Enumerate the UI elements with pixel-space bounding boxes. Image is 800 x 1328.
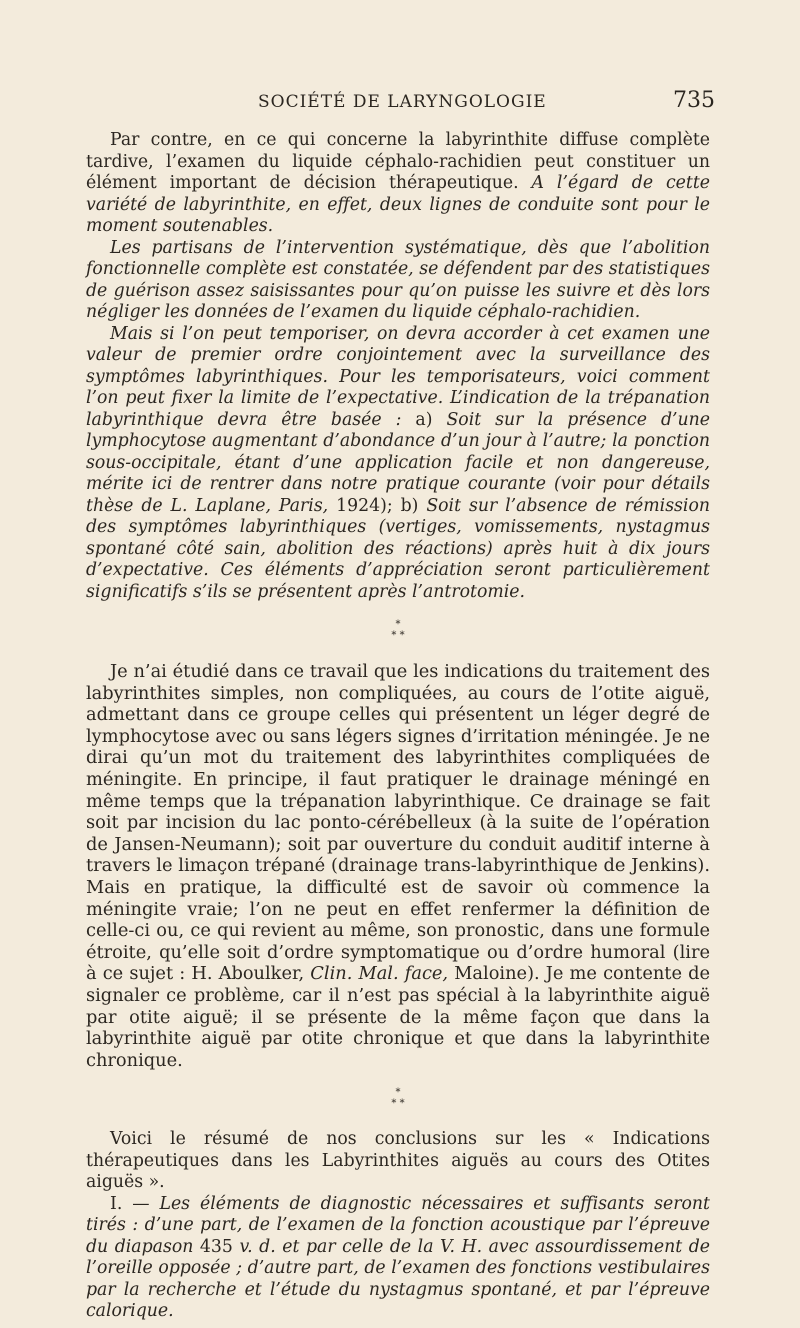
- paragraph: [86, 661, 710, 1071]
- italic-run: v. d. et par celle de la V. H. avec assourdissement de l’oreille opposée ; d’autre part, de l’examen des fonctions vestibulaires par la recherche et l’étude du nystagmus spontané, et par l’épreuve calorique.: [86, 1236, 710, 1322]
- italic-run: Soit sur l’absence de rémission des symptômes labyrinthiques (vertiges, vomissements, nystagmus spontané côté sain, abolition des réactions) après huit à dix jours d’expectative. Ces éléments d’appréciation seront particulièrement significatifs s’ils se présentent après l’antrotomie.: [86, 495, 710, 602]
- italic-run: Clin. Mal. face,: [310, 963, 449, 985]
- section-labyrinthites-simples: [86, 661, 710, 1071]
- paragraph: Voici le résumé de nos conclusions sur les « Indications thérapeutiques dans les Labyrinthites aiguës au cours des Otites aiguës ».: [86, 1129, 710, 1193]
- text-run: 435: [199, 1236, 233, 1257]
- text-run: Maloine). Je me contente de signaler ce problème, car il n’est pas spécial à la labyrinthite aiguë par otite aiguë; il se présente de la même façon que dans la labyrinthite aiguë par otite chronique et que dans la labyrinthite chronique.: [86, 963, 710, 1071]
- page-body: [86, 130, 710, 1323]
- asterism-divider: [86, 1087, 710, 1109]
- text-run: a): [415, 409, 447, 430]
- text-run: Je n’ai étudié dans ce travail que les indications du traitement des labyrinthites simples, non compliquées, au cours de l’otite aiguë, admettant dans ce groupe celles qui présentent un léger degré de lymphocytose avec ou sans légers signes d’irritation méningée. Je ne dirai qu’un mot du traitement des labyrinthites compliquées de méningite. En principe, il faut pratiquer le drainage méningé en même temps que la trépanation labyrinthique. Ce drainage se fait soit par incision du lac ponto-cérébelleux (à la suite de l’opération de Jansen-Neumann); soit par ouverture du conduit auditif interne à travers le limaçon trépané (drainage trans-labyrinthique de Jenkins). Mais en pratique, la difficulté est de savoir où commence la méningite vraie; l’on ne peut en effet renfermer la définition de celle-ci ou, ce qui revient au même, son pronostic, dans une formule étroite, qu’elle soit d’ordre symptomatique ou d’ordre humoral (lire à ce sujet : H. Aboulker,: [86, 661, 710, 985]
- asterism-top: *: [395, 619, 401, 630]
- italic-run: Mais si l’on peut temporiser, on devra accorder à cet examen une valeur de premier ordre conjointement avec la surveillance des symptômes labyrinthiques. Pour les temporisateurs, voici comment l’on peut fixer la limite de l’expectative. L’indication de la trépanation labyrinthique devra être basée :: [86, 323, 710, 430]
- asterism-divider: [86, 619, 710, 641]
- text-run: 1924); b): [336, 495, 427, 516]
- italic-run: Soit sur la présence d’une lymphocytose augmentant d’abondance d’un jour à l’autre; la ponction sous-occipitale, étant d’une application facile et non dangereuse, mérite ici de rentrer dans notre pratique courante (voir pour détails thèse de L. Laplane, Paris,: [86, 409, 711, 516]
- italic-run: Les éléments de diagnostic nécessaires et suffisants seront tirés : d’une part, de l’examen de la fonction acoustique par l’épreuve du diapason: [86, 1193, 711, 1257]
- paragraph: [86, 130, 710, 238]
- italic-run: A l’égard de cette variété de labyrinthite, en effet, deux lignes de conduite sont pour le moment soutenables.: [86, 173, 710, 236]
- running-title: SOCIÉTÉ DE LARYNGOLOGIE: [258, 92, 547, 112]
- asterism-bottom: * *: [391, 1098, 405, 1110]
- section-labyrinthite-tardive: [86, 130, 710, 603]
- asterism-bottom: * *: [391, 630, 405, 641]
- paragraph: Les partisans de l’intervention systématique, dès que l’abolition fonctionnelle complète est constatée, se défendent par des statistiques de guérison assez saisissantes pour qu’on puisse les suivre et dès lors négliger les données de l’examen du liquide céphalo-rachidien.: [86, 237, 710, 322]
- paragraph: [86, 324, 710, 604]
- text-run: I. —: [110, 1193, 160, 1214]
- paragraph: [86, 1194, 710, 1323]
- page-header: [0, 86, 800, 122]
- section-conclusions: [86, 1129, 710, 1323]
- page-number: 735: [673, 88, 715, 113]
- asterism-top: *: [395, 1087, 401, 1099]
- text-run: Par contre, en ce qui concerne la labyrinthite diffuse complète tardive, l’examen du liquide céphalo-rachidien peut constituer un élément important de décision thérapeutique.: [86, 130, 710, 193]
